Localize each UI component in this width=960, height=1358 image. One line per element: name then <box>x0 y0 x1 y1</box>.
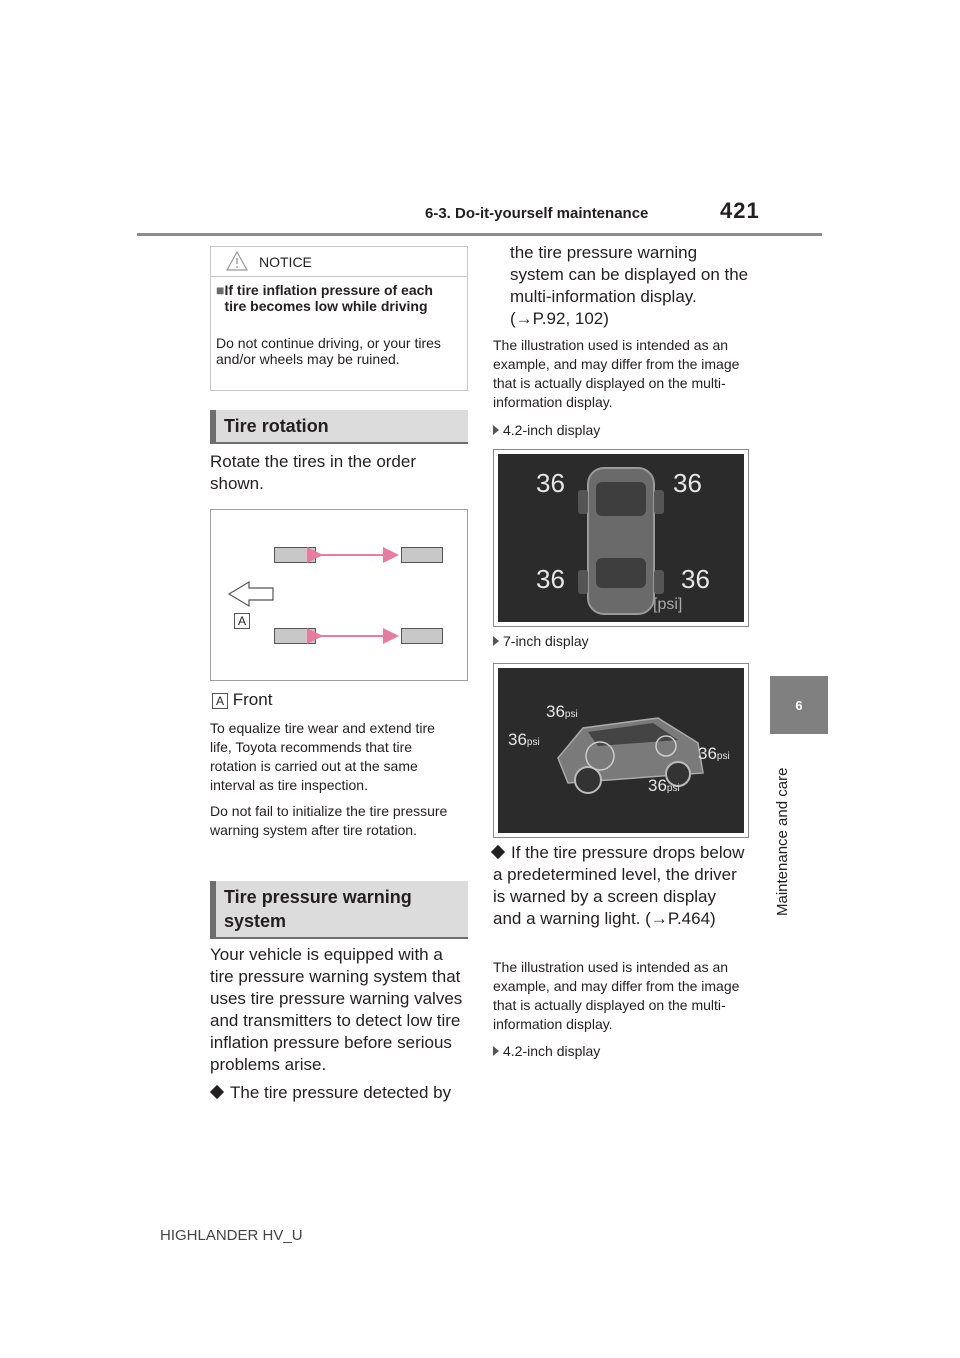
notice-subtitle <box>216 282 449 314</box>
legend-front-text: Front <box>232 690 273 709</box>
pressure-7-c: 36psi <box>698 744 730 763</box>
tpws-bullet-2-text: If the tire pressure drops below a predetermined level, the driver is warned by a screen display and a warning light. (→P.464) <box>493 843 745 928</box>
chapter-label-text: Maintenance and care <box>774 767 791 916</box>
diamond-bullet-icon <box>491 845 505 859</box>
caret-right-icon <box>493 636 499 646</box>
tpws-bullet-1-continued: the tire pressure warning system can be displayed on the multi-information display. <box>510 243 749 306</box>
tpws-note-1: The illustration used is intended as an example, and may differ from the image that is actually displayed on the multi-information display. <box>493 337 740 410</box>
tpws-bullet-1-ref[interactable]: (→P.92, 102) <box>510 309 609 328</box>
tire-rotation-diagram <box>210 509 468 681</box>
tpws-intro: Your vehicle is equipped with a tire pressure warning system that uses tire pressure warning valves and transmitters to detect low tire inflation pressure before serious problems arise. <box>210 945 463 1074</box>
pressure-front-left: 36 <box>536 468 565 498</box>
chapter-tab[interactable] <box>770 676 828 734</box>
header-rule <box>137 233 822 236</box>
rotation-paragraph-1: To equalize tire wear and extend tire life, Toyota recommends that tire rotation is carried out at the same interval as tire inspection. <box>210 720 435 793</box>
tire-rotation-heading: Tire rotation <box>210 410 468 444</box>
notice-body: Do not continue driving, or your tires and/or wheels may be ruined. <box>216 335 441 367</box>
notice-box <box>210 246 468 391</box>
diamond-bullet-icon <box>210 1085 224 1099</box>
display-7-image <box>493 663 749 838</box>
pressure-rear-right: 36 <box>681 564 710 594</box>
caret-right-icon <box>493 425 499 435</box>
notice-label: NOTICE <box>259 254 312 270</box>
page-number: 421 <box>720 198 760 223</box>
warning-triangle-icon <box>226 251 248 271</box>
display2-label-text: 7-inch display <box>503 633 589 649</box>
display-7-screen <box>498 668 744 833</box>
tpws-note-2: The illustration used is intended as an example, and may differ from the image that is actually displayed on the multi-information display. <box>493 959 740 1032</box>
notice-subtitle-text: If tire inflation pressure of each tire becomes low while driving <box>224 282 433 314</box>
pressure-7-a: 36psi <box>546 702 578 721</box>
display-4-2-screen <box>498 454 744 622</box>
rotation-arrows <box>211 510 467 680</box>
display3-label <box>493 1042 600 1061</box>
tpws-bullet-1 <box>212 1082 470 1104</box>
tpws-bullet-2 <box>493 842 748 930</box>
legend-front <box>212 689 272 711</box>
notice-header <box>211 247 467 277</box>
chapter-number: 6 <box>795 697 803 713</box>
square-bullet-icon: ■ <box>216 282 225 298</box>
display-4-2-image <box>493 449 749 627</box>
chapter-label <box>774 746 797 916</box>
display1-label-text: 4.2-inch display <box>503 422 601 438</box>
tire-rotation-intro: Rotate the tires in the order shown. <box>210 452 417 493</box>
tpws-bullet-1-text: The tire pressure detected by <box>230 1083 452 1102</box>
footer-model: HIGHLANDER HV_U <box>160 1227 303 1244</box>
legend-badge-a: A <box>212 693 228 709</box>
display2-label <box>493 632 589 651</box>
display1-label <box>493 421 600 440</box>
pressure-7-b: 36psi <box>508 730 540 749</box>
rotation-paragraph-2: Do not fail to initialize the tire pressure warning system after tire rotation. <box>210 803 448 838</box>
pressure-unit: [psi] <box>653 596 683 613</box>
caret-right-icon <box>493 1046 499 1056</box>
section-title: 6-3. Do-it-yourself maintenance <box>425 205 649 222</box>
display3-label-text: 4.2-inch display <box>503 1043 601 1059</box>
diagram-badge-a: A <box>234 613 250 629</box>
pressure-7-d: 36psi <box>648 776 680 795</box>
pressure-rear-left: 36 <box>536 564 565 594</box>
tpws-heading: Tire pressure warning system <box>210 881 468 939</box>
pressure-front-right: 36 <box>673 468 702 498</box>
